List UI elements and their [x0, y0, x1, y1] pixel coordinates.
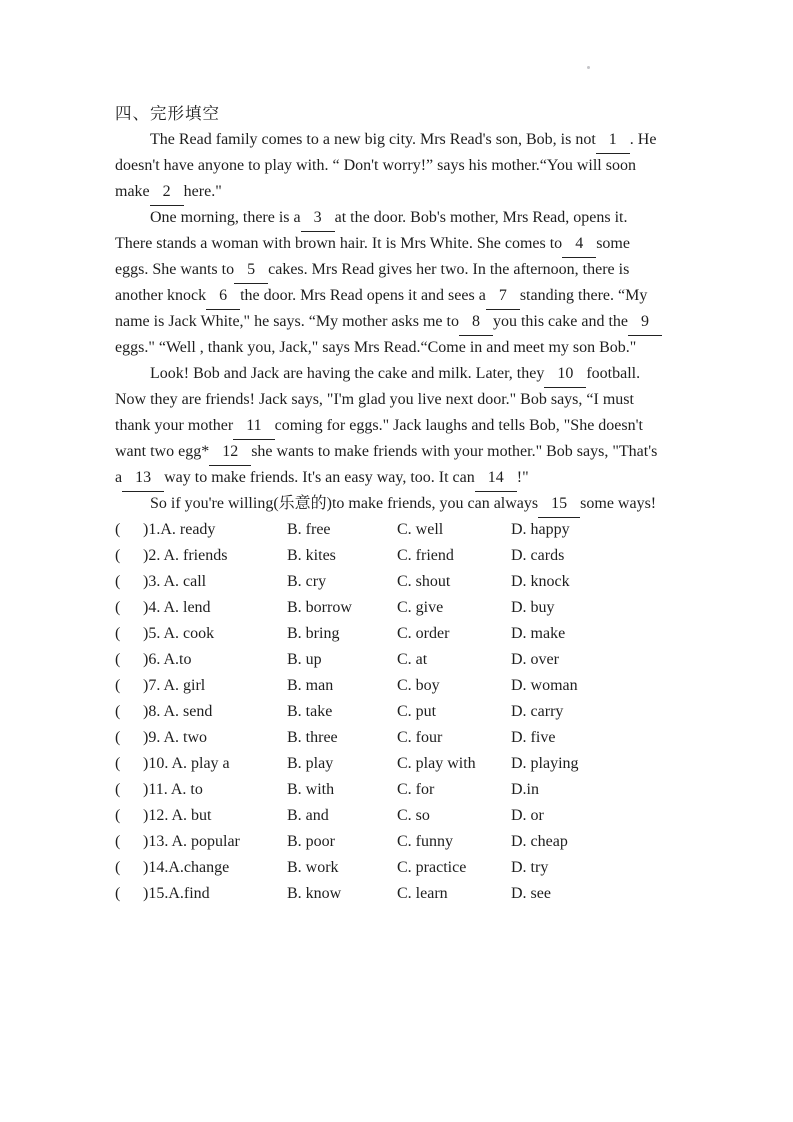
- answer-paren: (: [115, 703, 121, 720]
- cloze-blank-13: 13: [122, 465, 164, 492]
- option-c: C. well: [397, 521, 444, 538]
- passage-line: make 2 here.": [115, 179, 687, 205]
- cloze-blank-15: 15: [538, 491, 580, 518]
- answer-paren: (: [115, 885, 121, 902]
- option-a: )10. A. play a: [143, 755, 230, 772]
- option-d: D. or: [511, 807, 544, 824]
- option-row-14: [115, 855, 687, 881]
- option-c: C. order: [397, 625, 450, 642]
- option-row-15: [115, 881, 687, 907]
- option-b: B. three: [287, 729, 338, 746]
- option-d: D. over: [511, 651, 559, 668]
- options-list: [115, 517, 687, 907]
- cloze-blank-1: 1: [596, 127, 630, 154]
- option-row-11: [115, 777, 687, 803]
- passage-line: want two egg* 12 she wants to make friends with your mother." Bob says, "That's: [115, 439, 687, 465]
- passage-line: eggs. She wants to 5 cakes. Mrs Read gives her two. In the afternoon, there is: [115, 257, 687, 283]
- worksheet-page: [115, 101, 687, 907]
- option-c: C. shout: [397, 573, 451, 590]
- cloze-blank-2: 2: [150, 179, 184, 206]
- answer-paren: (: [115, 729, 121, 746]
- passage-line: a 13 way to make friends. It's an easy way, too. It can 14 !": [115, 465, 687, 491]
- passage-line: eggs." “Well , thank you, Jack," says Mrs Read.“Come in and meet my son Bob.": [115, 339, 637, 356]
- answer-paren: (: [115, 573, 121, 590]
- section-heading: 四、完形填空: [115, 104, 220, 123]
- option-row-8: [115, 699, 687, 725]
- passage-line: thank your mother 11 coming for eggs." Jack laughs and tells Bob, "She doesn't: [115, 413, 687, 439]
- answer-paren: (: [115, 677, 121, 694]
- option-row-12: [115, 803, 687, 829]
- option-a: )15.A.find: [143, 885, 210, 902]
- option-d: D.in: [511, 781, 539, 798]
- option-a: )7. A. girl: [143, 677, 206, 694]
- option-row-1: [115, 517, 687, 543]
- option-c: C. learn: [397, 885, 448, 902]
- option-c: C. funny: [397, 833, 453, 850]
- option-d: D. knock: [511, 573, 570, 590]
- option-b: B. up: [287, 651, 322, 668]
- passage-paragraph-2: [115, 205, 687, 361]
- cloze-blank-9: 9: [628, 309, 662, 336]
- option-b: B. know: [287, 885, 342, 902]
- passage-line: Now they are friends! Jack says, "I'm glad you live next door." Bob says, “I must: [115, 391, 634, 408]
- answer-paren: (: [115, 651, 121, 668]
- cloze-blank-4: 4: [562, 231, 596, 258]
- option-c: C. give: [397, 599, 444, 616]
- option-b: B. man: [287, 677, 334, 694]
- option-b: B. free: [287, 521, 331, 538]
- option-b: B. cry: [287, 573, 327, 590]
- option-d: D. buy: [511, 599, 555, 616]
- option-d: D. cheap: [511, 833, 568, 850]
- option-a: )4. A. lend: [143, 599, 211, 616]
- option-row-7: [115, 673, 687, 699]
- option-b: B. with: [287, 781, 335, 798]
- passage-line: There stands a woman with brown hair. It is Mrs White. She comes to 4 some: [115, 231, 687, 257]
- option-row-4: [115, 595, 687, 621]
- option-a: )14.A.change: [143, 859, 230, 876]
- option-row-9: [115, 725, 687, 751]
- option-d: D. cards: [511, 547, 565, 564]
- option-c: C. boy: [397, 677, 440, 694]
- option-c: C. practice: [397, 859, 467, 876]
- option-d: D. see: [511, 885, 551, 902]
- option-row-6: [115, 647, 687, 673]
- option-b: B. work: [287, 859, 339, 876]
- option-d: D. five: [511, 729, 556, 746]
- option-row-5: [115, 621, 687, 647]
- option-a: )5. A. cook: [143, 625, 215, 642]
- option-d: D. happy: [511, 521, 570, 538]
- passage-paragraph-3: [115, 361, 687, 491]
- option-b: B. kites: [287, 547, 336, 564]
- option-d: D. try: [511, 859, 549, 876]
- option-a: )6. A.to: [143, 651, 192, 668]
- answer-paren: (: [115, 625, 121, 642]
- option-d: D. make: [511, 625, 566, 642]
- passage-line: Look! Bob and Jack are having the cake and milk. Later, they 10 football.: [115, 361, 687, 387]
- cloze-blank-8: 8: [459, 309, 493, 336]
- option-b: B. borrow: [287, 599, 352, 616]
- answer-paren: (: [115, 781, 121, 798]
- option-a: )8. A. send: [143, 703, 213, 720]
- answer-paren: (: [115, 521, 121, 538]
- option-d: D. playing: [511, 755, 579, 772]
- cloze-blank-12: 12: [209, 439, 251, 466]
- passage-line: doesn't have anyone to play with. “ Don't worry!” says his mother.“You will soon: [115, 157, 636, 174]
- option-c: C. put: [397, 703, 437, 720]
- option-row-10: [115, 751, 687, 777]
- option-a: )2. A. friends: [143, 547, 228, 564]
- option-c: C. for: [397, 781, 435, 798]
- passage-paragraph-1: [115, 127, 687, 205]
- option-a: )13. A. popular: [143, 833, 240, 850]
- passage-paragraph-4: [115, 491, 687, 517]
- answer-paren: (: [115, 547, 121, 564]
- passage-line: So if you're willing(乐意的)to make friends, you can always 15 some ways!: [115, 491, 687, 517]
- option-row-2: [115, 543, 687, 569]
- option-b: B. bring: [287, 625, 340, 642]
- option-c: C. four: [397, 729, 443, 746]
- answer-paren: (: [115, 833, 121, 850]
- passage-line: another knock 6 the door. Mrs Read opens it and sees a 7 standing there. “My: [115, 283, 687, 309]
- passage-line: name is Jack White," he says. “My mother asks me to 8 you this cake and the 9: [115, 309, 687, 335]
- option-row-3: [115, 569, 687, 595]
- option-b: B. and: [287, 807, 329, 824]
- cloze-blank-10: 10: [544, 361, 586, 388]
- option-a: )1.A. ready: [143, 521, 216, 538]
- answer-paren: (: [115, 755, 121, 772]
- option-a: )9. A. two: [143, 729, 207, 746]
- cloze-blank-7: 7: [486, 283, 520, 310]
- option-d: D. woman: [511, 677, 578, 694]
- cloze-blank-14: 14: [475, 465, 517, 492]
- option-a: )3. A. call: [143, 573, 207, 590]
- option-b: B. poor: [287, 833, 335, 850]
- option-row-13: [115, 829, 687, 855]
- option-d: D. carry: [511, 703, 564, 720]
- passage-line: One morning, there is a 3 at the door. Bob's mother, Mrs Read, opens it.: [115, 205, 687, 231]
- option-a: )12. A. but: [143, 807, 212, 824]
- scan-artifact-dot: [587, 66, 590, 69]
- option-c: C. at: [397, 651, 428, 668]
- cloze-blank-6: 6: [206, 283, 240, 310]
- option-c: C. friend: [397, 547, 454, 564]
- cloze-blank-3: 3: [301, 205, 335, 232]
- answer-paren: (: [115, 859, 121, 876]
- answer-paren: (: [115, 807, 121, 824]
- option-b: B. play: [287, 755, 334, 772]
- option-c: C. so: [397, 807, 430, 824]
- option-c: C. play with: [397, 755, 476, 772]
- cloze-blank-5: 5: [234, 257, 268, 284]
- option-b: B. take: [287, 703, 333, 720]
- answer-paren: (: [115, 599, 121, 616]
- option-a: )11. A. to: [143, 781, 203, 798]
- cloze-blank-11: 11: [233, 413, 274, 440]
- passage-line: The Read family comes to a new big city. Mrs Read's son, Bob, is not 1 . He: [115, 127, 687, 153]
